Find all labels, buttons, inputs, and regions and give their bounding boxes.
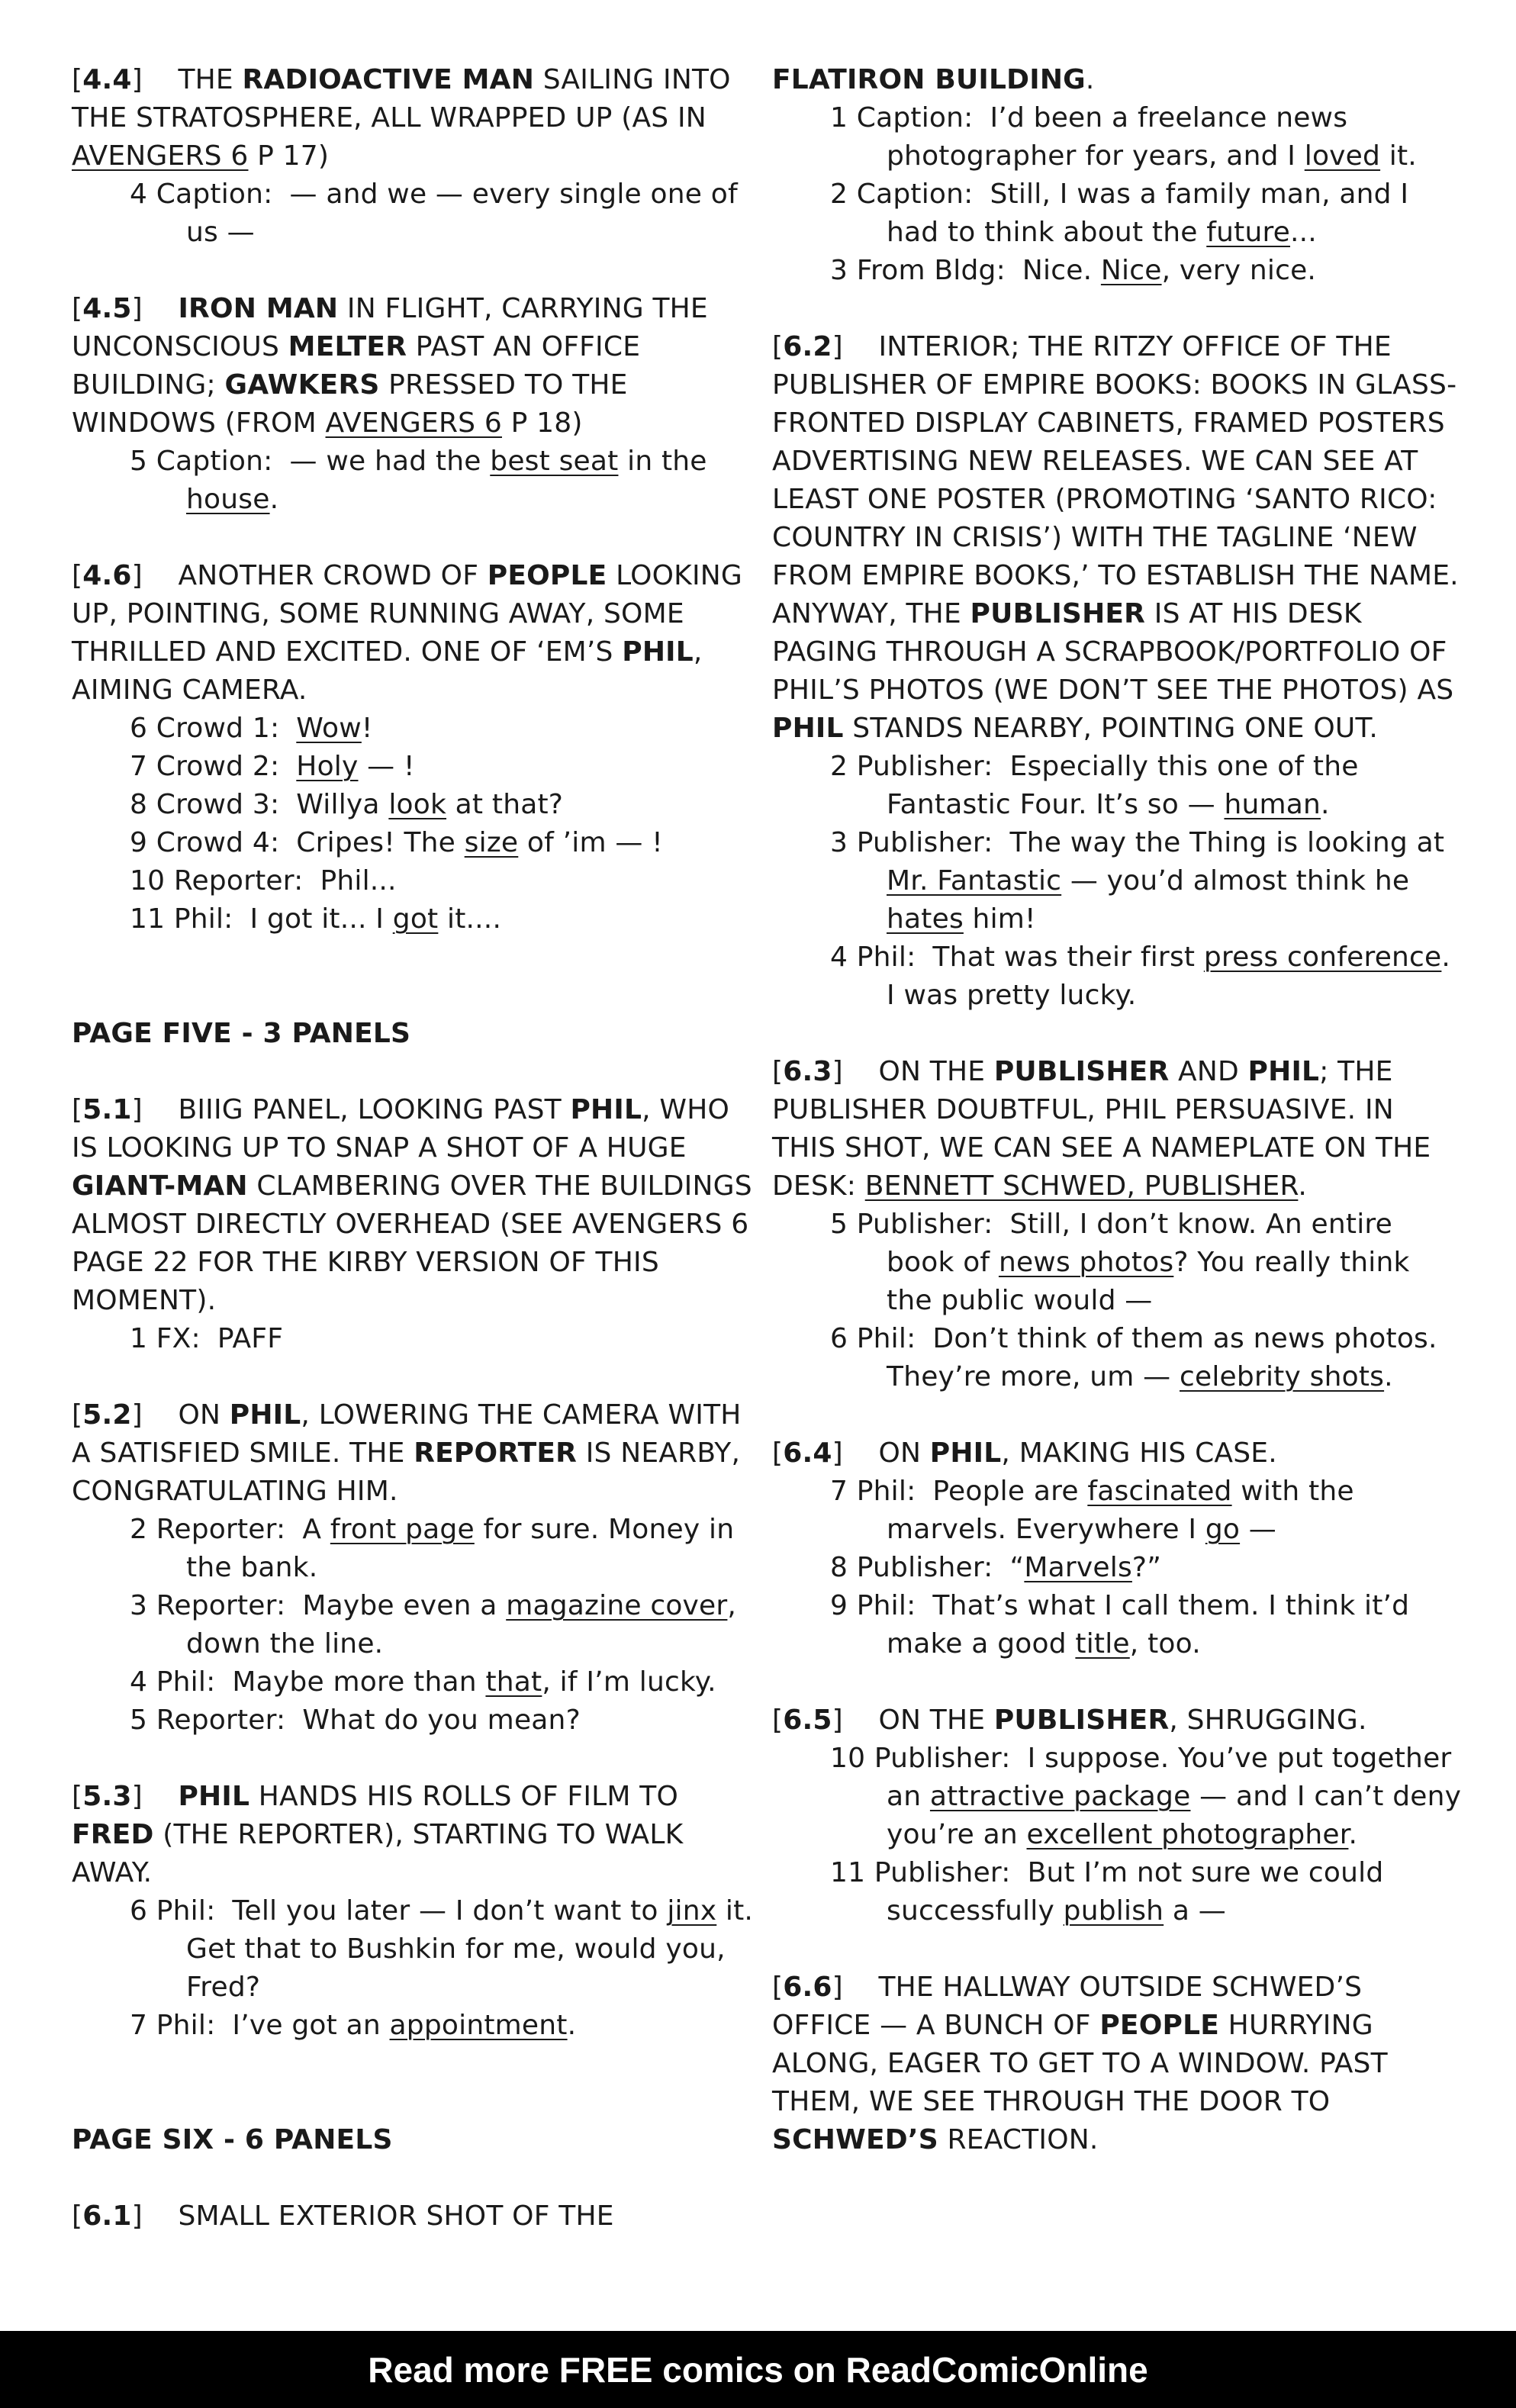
- dialogue-line: [772, 1473, 1463, 1549]
- text-run: SCHWED’S: [772, 2124, 938, 2155]
- text-run: THE: [178, 64, 243, 95]
- text-run: Still, I was a family man, and I had to think about the: [887, 179, 1409, 248]
- dialogue-line: [772, 1320, 1463, 1396]
- panel-block: [772, 1434, 1463, 1663]
- text-run: ?”: [1131, 1552, 1162, 1583]
- text-run: ; THE PUBLISHER DOUBTFUL, PHIL PERSUASIVE. IN THIS SHOT, WE CAN SEE A NAMEPLATE ON THE DESK:: [772, 1056, 1431, 1202]
- text-run: PAST AN OFFICE BUILDING;: [72, 331, 641, 401]
- dialogue-line: [772, 1740, 1463, 1854]
- speaker-label: 6 Crowd 1:: [130, 713, 280, 744]
- panel-block: [72, 1778, 758, 2045]
- panel-block: [772, 1053, 1463, 1396]
- text-run: A: [302, 1514, 330, 1545]
- speaker-label: 10 Publisher:: [830, 1743, 1011, 1774]
- panel-number: [6.2]: [772, 331, 843, 362]
- text-run: fascinated: [1087, 1476, 1232, 1507]
- dialogue-line: [772, 252, 1463, 290]
- text-run: But I’m not sure we could successfully: [887, 1857, 1384, 1927]
- text-run: appointment: [389, 2010, 568, 2041]
- text-run: STANDS NEARBY, POINTING ONE OUT.: [843, 713, 1379, 744]
- speaker-label: 8 Crowd 3:: [130, 789, 280, 820]
- text-run: IS AT HIS DESK PAGING THROUGH A SCRAPBOOK/PORTFOLIO OF PHIL’S PHOTOS (WE DON’T SEE THE PHOTOS) AS: [772, 598, 1454, 706]
- text-run: FRED: [72, 1819, 154, 1850]
- dialogue-line: [72, 1511, 758, 1587]
- speaker-label: 3 Reporter:: [130, 1590, 286, 1621]
- text-run: Wow: [296, 713, 362, 744]
- dialogue-line: [72, 824, 758, 862]
- panel-block: [772, 328, 1463, 1015]
- dialogue-line: [72, 1587, 758, 1663]
- text-run: PHIL: [929, 1437, 1002, 1469]
- speaker-label: 10 Reporter:: [130, 865, 304, 897]
- text-run: it. Get that to Bushkin for me, would you, Fred?: [186, 1895, 754, 2003]
- text-run: attractive package: [929, 1781, 1191, 1812]
- dialogue-line: [72, 748, 758, 786]
- dialogue-line: [772, 1587, 1463, 1663]
- panel-description: [72, 1091, 758, 1320]
- panel-block: [772, 1969, 1463, 2159]
- text-run: Holy: [296, 751, 359, 782]
- text-run: .: [1384, 1361, 1393, 1392]
- right-column: [772, 61, 1463, 2159]
- panel-block: [72, 1396, 758, 1740]
- panel-block: [72, 61, 758, 252]
- text-run: that: [485, 1666, 542, 1698]
- dialogue-line: [72, 710, 758, 748]
- panel-block: [72, 290, 758, 519]
- text-run: , if I’m lucky.: [542, 1666, 716, 1698]
- dialogue-line: [772, 748, 1463, 824]
- text-run: go: [1205, 1514, 1241, 1545]
- text-run: size: [464, 827, 519, 858]
- text-run: ON: [178, 1399, 230, 1431]
- text-run: — you’d almost think he: [1061, 865, 1410, 897]
- text-run: . I was pretty lucky.: [887, 942, 1451, 1011]
- dialogue-line: [72, 1892, 758, 2007]
- dialogue-line: [772, 938, 1463, 1015]
- panel-number: [5.3]: [72, 1781, 143, 1812]
- panel-description: [72, 557, 758, 710]
- text-run: look: [388, 789, 447, 820]
- text-run: PUBLISHER: [993, 1705, 1170, 1736]
- panel-id: 5.1: [82, 1094, 132, 1125]
- speaker-label: 7 Phil:: [830, 1476, 916, 1507]
- dialogue-line: [72, 1320, 758, 1358]
- panel-gap: [143, 1399, 179, 1431]
- panel-description: [772, 1434, 1463, 1473]
- text-run: at that?: [446, 789, 564, 820]
- text-run: with the marvels. Everywhere I: [887, 1476, 1354, 1545]
- dialogue-line: [772, 824, 1463, 938]
- text-run: PAFF: [217, 1323, 284, 1354]
- page-heading: PAGE SIX - 6 PANELS: [72, 2124, 393, 2155]
- panel-id: 4.5: [82, 293, 132, 324]
- speaker-label: 8 Publisher:: [830, 1552, 993, 1583]
- panel-block: [772, 61, 1463, 290]
- text-run: PHIL: [229, 1399, 301, 1431]
- panel-number: [4.4]: [72, 64, 143, 95]
- text-run: ...: [1290, 217, 1317, 248]
- text-run: MELTER: [288, 331, 407, 362]
- text-run: .: [1348, 1819, 1358, 1850]
- speaker-label: 1 FX:: [130, 1323, 201, 1354]
- text-run: a —: [1164, 1895, 1226, 1927]
- panel-block: [772, 1701, 1463, 1930]
- text-run: I’d been a freelance news photographer for years, and I: [887, 102, 1348, 172]
- panel-number: [5.1]: [72, 1094, 143, 1125]
- text-run: INTERIOR; THE RITZY OFFICE OF THE PUBLISHER OF EMPIRE BOOKS: BOOKS IN GLASS-FRONTED DISPLAY CABINETS, FRAMED POSTERS ADVERTISING NEW RELEASES. WE CAN SEE AT LEAST ONE POSTER (PROMOTING ‘SANTO RICO: COUNTRY IN CRISIS’) WITH THE TAGLINE ‘NEW FROM EMPIRE BOOKS,’ TO ESTABLISH THE NAME. ANYWAY, THE: [772, 331, 1459, 629]
- text-run: celebrity shots: [1180, 1361, 1385, 1392]
- panel-id: 4.4: [82, 64, 132, 95]
- text-run: of ’im — !: [518, 827, 663, 858]
- text-run: .: [567, 2010, 577, 2041]
- text-run: REPORTER: [414, 1437, 578, 1469]
- panel-number: [6.6]: [772, 1972, 843, 2003]
- panel-block: [72, 2197, 758, 2236]
- text-run: Cripes! The: [296, 827, 465, 858]
- text-run: front page: [330, 1514, 475, 1545]
- text-run: HANDS HIS ROLLS OF FILM TO: [249, 1781, 679, 1812]
- text-run: , very nice.: [1161, 255, 1317, 286]
- panel-description: [772, 328, 1463, 748]
- text-run: That’s what I call them. I think it’d make a good: [887, 1590, 1410, 1660]
- text-run: P 17): [248, 140, 330, 172]
- text-run: it....: [438, 903, 502, 935]
- text-run: for sure. Money in the bank.: [186, 1514, 735, 1583]
- panel-number: [5.2]: [72, 1399, 143, 1431]
- text-run: magazine cover: [506, 1590, 728, 1621]
- speaker-label: 4 Phil:: [130, 1666, 216, 1698]
- text-run: — and I can’t deny you’re an: [887, 1781, 1462, 1850]
- panel-gap: [143, 293, 179, 324]
- speaker-label: 11 Publisher:: [830, 1857, 1011, 1888]
- speaker-label: 7 Phil:: [130, 2010, 216, 2041]
- text-run: — !: [358, 751, 415, 782]
- speaker-label: 6 Phil:: [830, 1323, 916, 1354]
- text-run: !: [361, 713, 373, 744]
- text-run: PHIL: [622, 636, 694, 668]
- text-run: publish: [1063, 1895, 1164, 1927]
- text-run: Willya: [296, 789, 389, 820]
- left-column: [72, 61, 758, 2236]
- dialogue-line: [72, 2007, 758, 2045]
- panel-description: [772, 61, 1463, 99]
- text-run: , WHO IS LOOKING UP TO SNAP A SHOT OF A HUGE: [72, 1094, 729, 1164]
- speaker-label: 5 Reporter:: [130, 1705, 286, 1736]
- text-run: — and we — every single one of us —: [186, 179, 738, 248]
- text-run: ? You really think the public would —: [887, 1247, 1410, 1316]
- panel-id: 6.5: [783, 1705, 832, 1736]
- panel-description: [772, 1053, 1463, 1206]
- panel-gap: [143, 2200, 179, 2232]
- text-run: Especially this one of the Fantastic Four. It’s so —: [887, 751, 1359, 820]
- text-run: BIIIG PANEL, LOOKING PAST: [178, 1094, 571, 1125]
- dialogue-line: [72, 175, 758, 252]
- text-run: The way the Thing is looking at: [1009, 827, 1445, 858]
- text-run: PRESSED TO THE WINDOWS (FROM: [72, 369, 628, 439]
- dialogue-line: [772, 175, 1463, 252]
- panel-block: [72, 1091, 758, 1358]
- panel-gap: [143, 560, 179, 591]
- panel-gap: [143, 64, 179, 95]
- text-run: LOOKING UP, POINTING, SOME RUNNING AWAY, SOME THRILLED AND EXCITED. ONE OF ‘EM’S: [72, 560, 742, 668]
- text-run: THE HALLWAY OUTSIDE SCHWED’S OFFICE — A BUNCH OF: [772, 1972, 1363, 2041]
- panel-description: [72, 61, 758, 175]
- text-run: , too.: [1129, 1628, 1201, 1660]
- panel-block: [72, 557, 758, 938]
- text-run: hates: [887, 903, 964, 935]
- panel-id: 6.2: [783, 331, 832, 362]
- text-run: BENNETT SCHWED, PUBLISHER: [864, 1170, 1299, 1202]
- speaker-label: 2 Publisher:: [830, 751, 993, 782]
- text-run: Marvels: [1024, 1552, 1132, 1583]
- text-run: , down the line.: [186, 1590, 737, 1660]
- text-run: People are: [932, 1476, 1088, 1507]
- speaker-label: 4 Phil:: [830, 942, 916, 973]
- speaker-label: 9 Crowd 4:: [130, 827, 280, 858]
- panel-number: [6.4]: [772, 1437, 843, 1469]
- text-run: AVENGERS 6: [72, 140, 249, 172]
- panel-number: [6.1]: [72, 2200, 143, 2232]
- text-run: jinx: [667, 1895, 717, 1927]
- dialogue-line: [772, 1549, 1463, 1587]
- dialogue-line: [72, 900, 758, 938]
- text-run: PHIL: [1247, 1056, 1320, 1087]
- text-run: — we had the: [289, 446, 491, 477]
- text-run: ANOTHER CROWD OF: [178, 560, 488, 591]
- text-run: I suppose. You’ve put together an: [887, 1743, 1452, 1812]
- text-run: best seat: [490, 446, 619, 477]
- text-run: IS NEARBY, CONGRATULATING HIM.: [72, 1437, 741, 1507]
- dialogue-line: [72, 443, 758, 519]
- blank-line: [72, 2083, 758, 2121]
- text-run: REACTION.: [938, 2124, 1099, 2155]
- text-run: got: [392, 903, 439, 935]
- text-run: I got it... I: [249, 903, 393, 935]
- text-run: Maybe more than: [232, 1666, 486, 1698]
- panel-number: [6.5]: [772, 1705, 843, 1736]
- text-run: What do you mean?: [302, 1705, 581, 1736]
- text-run: ON THE: [878, 1056, 994, 1087]
- speaker-label: 7 Crowd 2:: [130, 751, 280, 782]
- text-run: —: [1240, 1514, 1276, 1545]
- panel-id: 6.3: [783, 1056, 832, 1087]
- text-run: , LOWERING THE CAMERA WITH A SATISFIED SMILE. THE: [72, 1399, 742, 1469]
- panel-number: [4.5]: [72, 293, 143, 324]
- text-run: HURRYING ALONG, EAGER TO GET TO A WINDOW. PAST THEM, WE SEE THROUGH THE DOOR TO: [772, 2010, 1388, 2117]
- text-run: .: [269, 484, 279, 515]
- text-run: PEOPLE: [1099, 2010, 1220, 2041]
- panel-description: [772, 1969, 1463, 2159]
- text-run: PHIL: [570, 1094, 642, 1125]
- speaker-label: 1 Caption:: [830, 102, 974, 134]
- text-run: it.: [1380, 140, 1417, 172]
- text-run: (THE REPORTER), STARTING TO WALK AWAY.: [72, 1819, 684, 1888]
- speaker-label: 9 Phil:: [830, 1590, 916, 1621]
- text-run: SAILING INTO THE STRATOSPHERE, ALL WRAPPED UP (AS IN: [72, 64, 731, 134]
- text-run: PHIL: [178, 1781, 250, 1812]
- text-run: GIANT-MAN: [72, 1170, 248, 1202]
- text-run: news photos: [998, 1247, 1174, 1278]
- text-run: ON: [878, 1437, 930, 1469]
- panel-description: [72, 1396, 758, 1511]
- text-run: him!: [963, 903, 1036, 935]
- text-run: IN FLIGHT, CARRYING THE UNCONSCIOUS: [72, 293, 708, 362]
- dialogue-line: [772, 1854, 1463, 1930]
- panel-gap: [843, 1972, 879, 2003]
- text-run: That was their first: [932, 942, 1204, 973]
- text-run: P 18): [501, 407, 583, 439]
- speaker-label: 5 Caption:: [130, 446, 273, 477]
- panel-gap: [843, 1056, 879, 1087]
- text-run: PEOPLE: [487, 560, 607, 591]
- text-run: human: [1224, 789, 1321, 820]
- text-run: , MAKING HIS CASE.: [1001, 1437, 1277, 1469]
- text-run: .: [1321, 789, 1330, 820]
- panel-id: 6.1: [82, 2200, 132, 2232]
- dialogue-line: [72, 862, 758, 900]
- dialogue-line: [772, 99, 1463, 175]
- text-run: AND: [1169, 1056, 1248, 1087]
- text-run: AVENGERS 6: [325, 407, 502, 439]
- text-run: GAWKERS: [224, 369, 380, 401]
- text-run: PUBLISHER: [993, 1056, 1170, 1087]
- panel-gap: [143, 1781, 179, 1812]
- text-run: Still, I don’t know. An entire book of: [887, 1209, 1392, 1278]
- text-run: loved: [1304, 140, 1381, 172]
- panel-description: [72, 2197, 758, 2236]
- panel-gap: [843, 331, 879, 362]
- speaker-label: 2 Caption:: [830, 179, 974, 210]
- text-run: I’ve got an: [232, 2010, 390, 2041]
- text-run: house: [186, 484, 270, 515]
- dialogue-line: [772, 1206, 1463, 1320]
- dialogue-line: [72, 1663, 758, 1701]
- text-run: Nice.: [1022, 255, 1101, 286]
- text-run: Nice: [1100, 255, 1162, 286]
- speaker-label: 11 Phil:: [130, 903, 233, 935]
- text-run: title: [1075, 1628, 1130, 1660]
- speaker-label: 4 Caption:: [130, 179, 273, 210]
- panel-gap: [843, 1437, 879, 1469]
- text-run: .: [1085, 64, 1095, 95]
- text-run: Phil...: [320, 865, 397, 897]
- text-run: PHIL: [772, 713, 844, 744]
- speaker-label: 5 Publisher:: [830, 1209, 993, 1240]
- panel-description: [72, 1778, 758, 1892]
- text-run: press conference: [1203, 942, 1442, 973]
- text-run: Mr. Fantastic: [887, 865, 1062, 897]
- text-run: CLAMBERING OVER THE BUILDINGS ALMOST DIRECTLY OVERHEAD (SEE AVENGERS 6 PAGE 22 FOR THE KIRBY VERSION OF THIS MOMENT).: [72, 1170, 752, 1316]
- panel-id: 4.6: [82, 560, 132, 591]
- text-run: Tell you later — I don’t want to: [232, 1895, 668, 1927]
- panel-gap: [843, 1705, 879, 1736]
- text-run: , SHRUGGING.: [1169, 1705, 1367, 1736]
- text-run: “: [1009, 1552, 1025, 1583]
- text-run: RADIOACTIVE MAN: [242, 64, 535, 95]
- text-run: , AIMING CAMERA.: [72, 636, 703, 706]
- panel-id: 6.4: [783, 1437, 832, 1469]
- text-run: .: [1298, 1170, 1308, 1202]
- text-run: IRON MAN: [178, 293, 339, 324]
- dialogue-line: [72, 786, 758, 824]
- panel-number: [6.3]: [772, 1056, 843, 1087]
- text-run: excellent photographer: [1026, 1819, 1349, 1850]
- footer-banner[interactable]: [0, 2331, 1516, 2408]
- text-run: ON THE: [878, 1705, 994, 1736]
- text-run: Don’t think of them as news photos. They’re more, um —: [887, 1323, 1437, 1392]
- text-run: in the: [618, 446, 707, 477]
- dialogue-line: [72, 1701, 758, 1740]
- panel-id: 5.3: [82, 1781, 132, 1812]
- speaker-label: 3 Publisher:: [830, 827, 993, 858]
- panel-description: [772, 1701, 1463, 1740]
- page-heading: PAGE FIVE - 3 PANELS: [72, 1018, 411, 1049]
- text-run: future: [1206, 217, 1291, 248]
- panel-id: 6.6: [783, 1972, 832, 2003]
- panel-description: [72, 290, 758, 443]
- text-run: SMALL EXTERIOR SHOT OF THE: [178, 2200, 614, 2232]
- panel-gap: [143, 1094, 179, 1125]
- panel-number: [4.6]: [72, 560, 143, 591]
- text-run: Maybe even a: [302, 1590, 507, 1621]
- speaker-label: 2 Reporter:: [130, 1514, 286, 1545]
- text-run: FLATIRON BUILDING: [772, 64, 1086, 95]
- panel-id: 5.2: [82, 1399, 132, 1431]
- speaker-label: 3 From Bldg:: [830, 255, 1006, 286]
- footer-link[interactable]: Read more FREE comics on ReadComicOnline: [368, 2349, 1148, 2390]
- speaker-label: 6 Phil:: [130, 1895, 216, 1927]
- text-run: PUBLISHER: [970, 598, 1146, 629]
- blank-line: [72, 977, 758, 1015]
